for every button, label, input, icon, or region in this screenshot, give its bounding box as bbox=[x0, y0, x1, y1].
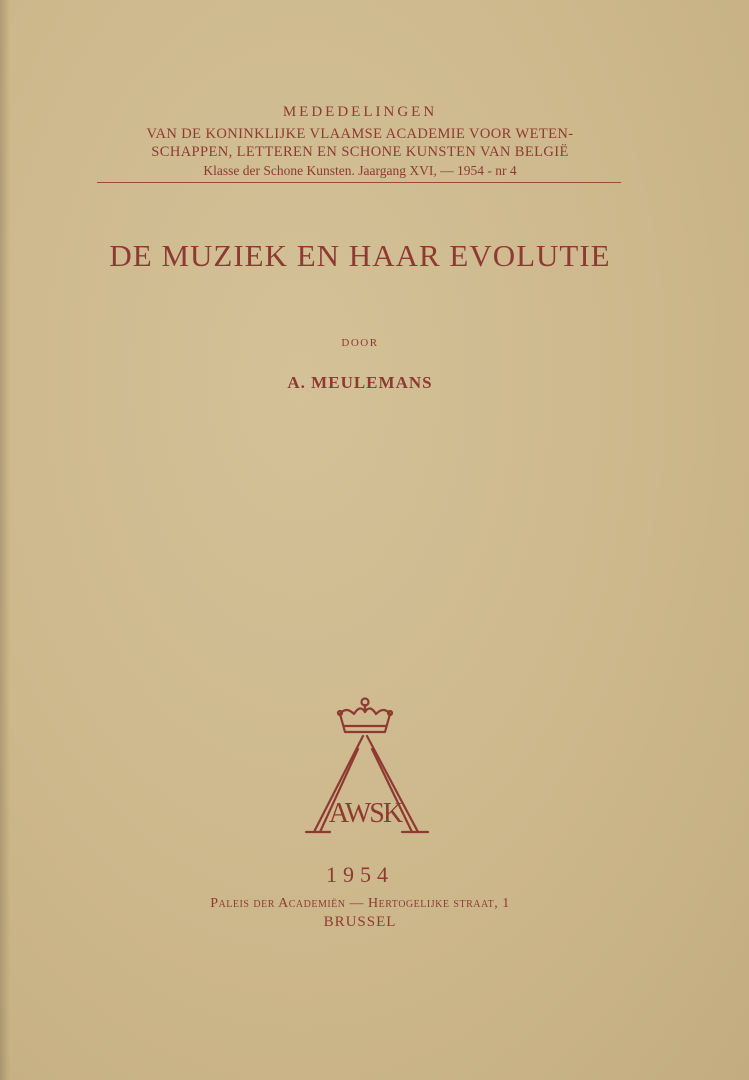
series-title: MEDEDELINGEN bbox=[282, 104, 438, 120]
book-title: DE MUZIEK EN HAAR EVOLUTIE bbox=[109, 238, 611, 273]
byline-label: DOOR bbox=[341, 337, 379, 349]
publisher-city: BRUSSEL bbox=[323, 914, 397, 930]
publication-year: 1954 bbox=[326, 862, 394, 887]
author-name: A. MEULEMANS bbox=[287, 373, 433, 392]
academy-name-line-1: VAN DE KONINKLIJKE VLAAMSE ACADEMIE VOOR WETEN- bbox=[146, 126, 574, 142]
academy-crown-monogram-icon bbox=[300, 694, 430, 839]
issue-info: Klasse der Schone Kunsten. Jaargang XVI, — 1954 - nr 4 bbox=[203, 163, 517, 178]
academy-name-line-2: SCHAPPEN, LETTEREN EN SCHONE KUNSTEN VAN BELGIË bbox=[151, 144, 569, 160]
logo-monogram: AWSK bbox=[328, 798, 402, 829]
header-rule bbox=[97, 182, 621, 183]
publisher-address: Paleis der Academiën — Hertogelijke straat, 1 bbox=[210, 896, 510, 911]
